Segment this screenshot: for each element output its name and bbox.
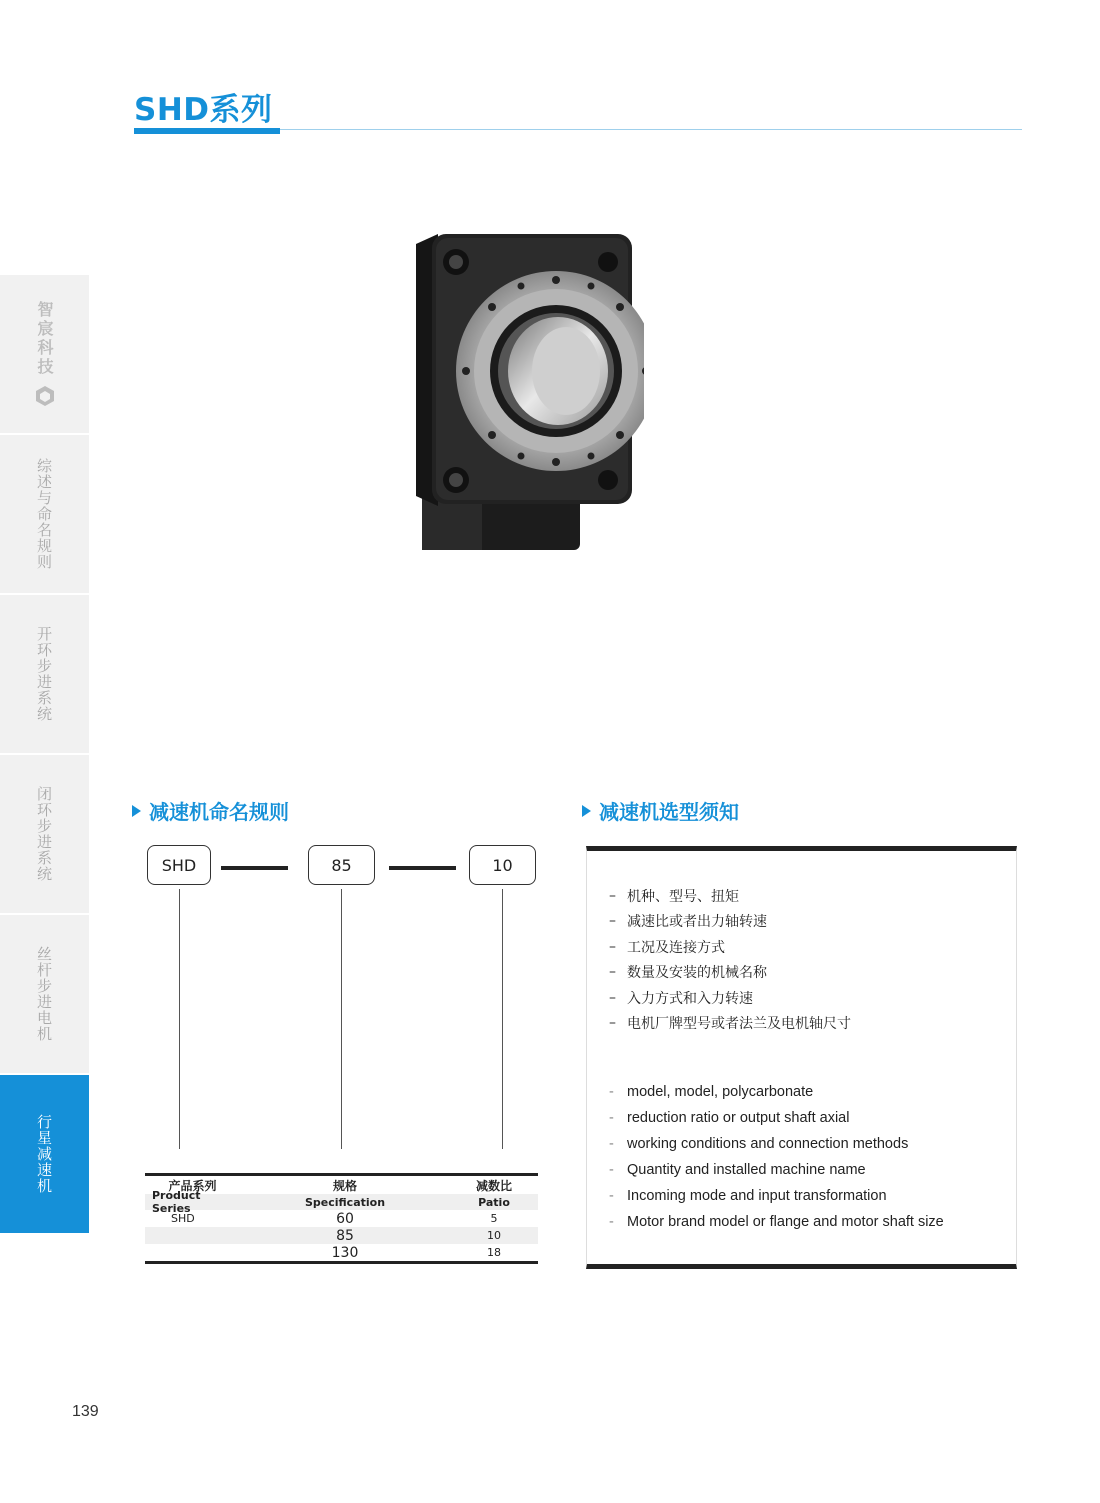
nav-item-planetary-reducer[interactable] bbox=[0, 1075, 89, 1235]
list-item-text: 数量及安装的机械名称 bbox=[627, 965, 767, 982]
table-header-cell: Specification bbox=[304, 1195, 386, 1209]
list-item-text: 机种、型号、扭矩 bbox=[627, 888, 739, 905]
list-item: - model, model, polycarbonate bbox=[609, 1084, 814, 1100]
table-row bbox=[145, 1227, 538, 1244]
code-box-ratio: 10 bbox=[469, 845, 536, 885]
side-nav bbox=[0, 275, 89, 1235]
list-item-text: 工况及连接方式 bbox=[627, 939, 725, 956]
table-cell: 18 bbox=[487, 1246, 501, 1259]
nav-item-label: 丝杆步进电机 bbox=[35, 946, 53, 1042]
list-item-text: working conditions and connection methods bbox=[627, 1136, 909, 1152]
triangle-bullet-icon bbox=[582, 805, 591, 817]
list-item-text: Incoming mode and input transformation bbox=[627, 1188, 887, 1204]
table-row bbox=[145, 1210, 538, 1227]
list-item: - Quantity and installed machine name bbox=[609, 1162, 866, 1178]
table-cell: 5 bbox=[490, 1212, 498, 1225]
list-item: – 数量及安装的机械名称 bbox=[609, 964, 767, 982]
spec-table bbox=[145, 1173, 538, 1264]
list-item-text: 入力方式和入力转速 bbox=[627, 990, 753, 1007]
list-item: - reduction ratio or output shaft axial bbox=[609, 1110, 850, 1126]
table-header-cell: 减数比 bbox=[475, 1178, 512, 1193]
list-item-text: 电机厂牌型号或者法兰及电机轴尺寸 bbox=[627, 1016, 851, 1033]
selection-notes-panel bbox=[586, 846, 1017, 1269]
table-cell: 10 bbox=[487, 1229, 501, 1242]
naming-rule-heading-text: 减速机命名规则 bbox=[149, 800, 289, 824]
brand-hexagon-icon bbox=[34, 385, 56, 407]
code-box-spec: 85 bbox=[308, 845, 375, 885]
selection-notes-heading-text: 减速机选型须知 bbox=[599, 800, 739, 824]
table-cell: 130 bbox=[331, 1244, 359, 1261]
table-row bbox=[145, 1244, 538, 1261]
table-cell: 60 bbox=[336, 1210, 354, 1227]
list-item: – 电机厂牌型号或者法兰及电机轴尺寸 bbox=[609, 1015, 851, 1033]
code-leader-line bbox=[179, 889, 180, 1149]
selection-notes-heading bbox=[582, 796, 739, 825]
product-image bbox=[408, 226, 644, 556]
nav-item-overview[interactable] bbox=[0, 435, 89, 595]
nav-item-open-loop-stepper[interactable] bbox=[0, 595, 89, 755]
nav-item-label: 开环步进系统 bbox=[35, 626, 53, 722]
list-item-text: 减速比或者出力轴转速 bbox=[627, 914, 767, 931]
code-box-series: SHD bbox=[147, 845, 211, 885]
title-underline bbox=[134, 128, 280, 134]
nav-item-closed-loop-stepper[interactable] bbox=[0, 755, 89, 915]
list-item-text: Motor brand model or flange and motor shaft size bbox=[627, 1214, 944, 1230]
list-item: - working conditions and connection methods bbox=[609, 1136, 909, 1152]
list-item: – 工况及连接方式 bbox=[609, 938, 725, 956]
nav-item-label: 行星减速机 bbox=[35, 1114, 53, 1194]
list-item: - Incoming mode and input transformation bbox=[609, 1188, 887, 1204]
table-header-cell: 规格 bbox=[332, 1178, 357, 1193]
naming-rule-heading bbox=[132, 796, 289, 825]
table-header-cell: Product Series bbox=[152, 1189, 201, 1215]
page-number: 139 bbox=[72, 1403, 99, 1420]
code-connector bbox=[389, 866, 456, 870]
table-header-cell: Patio bbox=[478, 1195, 510, 1209]
brand-logo bbox=[0, 275, 89, 435]
list-item: - Motor brand model or flange and motor shaft size bbox=[609, 1214, 944, 1230]
table-header-row bbox=[145, 1189, 538, 1215]
table-header-cell: 产品系列 bbox=[168, 1178, 217, 1193]
nav-item-lead-screw-stepper[interactable] bbox=[0, 915, 89, 1075]
page-title: SHD系列 bbox=[134, 92, 273, 128]
title-divider bbox=[280, 129, 1022, 130]
code-leader-line bbox=[341, 889, 342, 1149]
selection-list-en bbox=[609, 1079, 944, 1235]
triangle-bullet-icon bbox=[132, 805, 141, 817]
brand-name: 智宸科技 bbox=[35, 301, 54, 377]
table-cell: 85 bbox=[336, 1227, 354, 1244]
list-item-text: model, model, polycarbonate bbox=[627, 1084, 814, 1100]
list-item-text: Quantity and installed machine name bbox=[627, 1162, 866, 1178]
code-leader-line bbox=[502, 889, 503, 1149]
selection-list-cn bbox=[609, 883, 851, 1036]
table-cell: SHD bbox=[171, 1212, 195, 1225]
list-item: – 入力方式和入力转速 bbox=[609, 989, 753, 1007]
code-connector bbox=[221, 866, 288, 870]
nav-item-label: 闭环步进系统 bbox=[35, 786, 53, 882]
nav-item-label: 综述与命名规则 bbox=[35, 458, 53, 570]
list-item: – 机种、型号、扭矩 bbox=[609, 887, 739, 905]
list-item-text: reduction ratio or output shaft axial bbox=[627, 1110, 850, 1126]
list-item: – 减速比或者出力轴转速 bbox=[609, 913, 767, 931]
